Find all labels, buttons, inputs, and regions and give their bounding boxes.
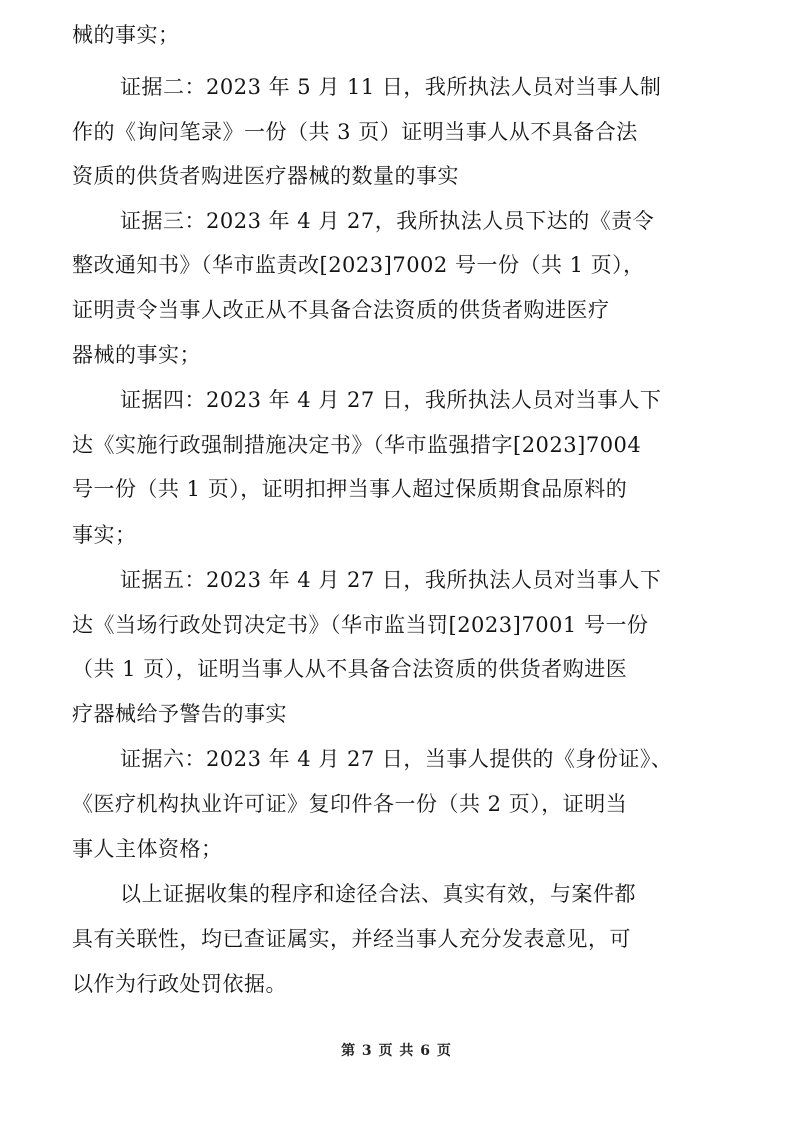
text-line: 达《当场行政处罚决定书》（华市监当罚[2023]7001 号一份 bbox=[72, 613, 649, 637]
text-line: （共 1 页），证明当事人从不具备合法资质的供货者购进医 bbox=[72, 657, 628, 681]
text-line: 器械的事实； bbox=[72, 343, 201, 367]
text-line: 号一份（共 1 页），证明扣押当事人超过保质期食品原料的 bbox=[72, 477, 628, 501]
conclusion-line: 以上证据收集的程序和途径合法、真实有效，与案件都 bbox=[120, 882, 636, 906]
evidence-5-line: 证据五：2023 年 4 月 27 日，我所执法人员对当事人下 bbox=[120, 568, 662, 592]
text-line: 证明责令当事人改正从不具备合法资质的供货者购进医疗 bbox=[72, 298, 610, 322]
text-line: 资质的供货者购进医疗器械的数量的事实 bbox=[72, 164, 459, 188]
text-line: 《医疗机构执业许可证》复印件各一份（共 2 页），证明当 bbox=[72, 792, 628, 816]
evidence-6-line: 证据六：2023 年 4 月 27 日，当事人提供的《身份证》、 bbox=[120, 747, 673, 771]
text-line: 达《实施行政强制措施决定书》（华市监强措字[2023]7004 bbox=[72, 433, 642, 457]
text-line: 事实； bbox=[72, 523, 137, 547]
text-line: 具有关联性，均已查证属实，并经当事人充分发表意见，可 bbox=[72, 927, 631, 951]
text-line: 事人主体资格； bbox=[72, 837, 223, 861]
page-number-footer: 第 3 页 共 6 页 bbox=[341, 1043, 452, 1059]
text-line: 以作为行政处罚依据。 bbox=[72, 972, 287, 996]
evidence-4-line: 证据四：2023 年 4 月 27 日，我所执法人员对当事人下 bbox=[120, 388, 662, 412]
text-line: 械的事实； bbox=[72, 23, 180, 47]
evidence-2-line: 证据二：2023 年 5 月 11 日，我所执法人员对当事人制 bbox=[120, 75, 662, 99]
text-line: 整改通知书》（华市监责改[2023]7002 号一份（共 1 页）， bbox=[72, 253, 645, 277]
evidence-3-line: 证据三：2023 年 4 月 27，我所执法人员下达的《责令 bbox=[120, 209, 655, 233]
text-line: 疗器械给予警告的事实 bbox=[72, 702, 287, 726]
text-line: 作的《询问笔录》一份（共 3 页）证明当事人从不具备合法 bbox=[72, 120, 638, 144]
